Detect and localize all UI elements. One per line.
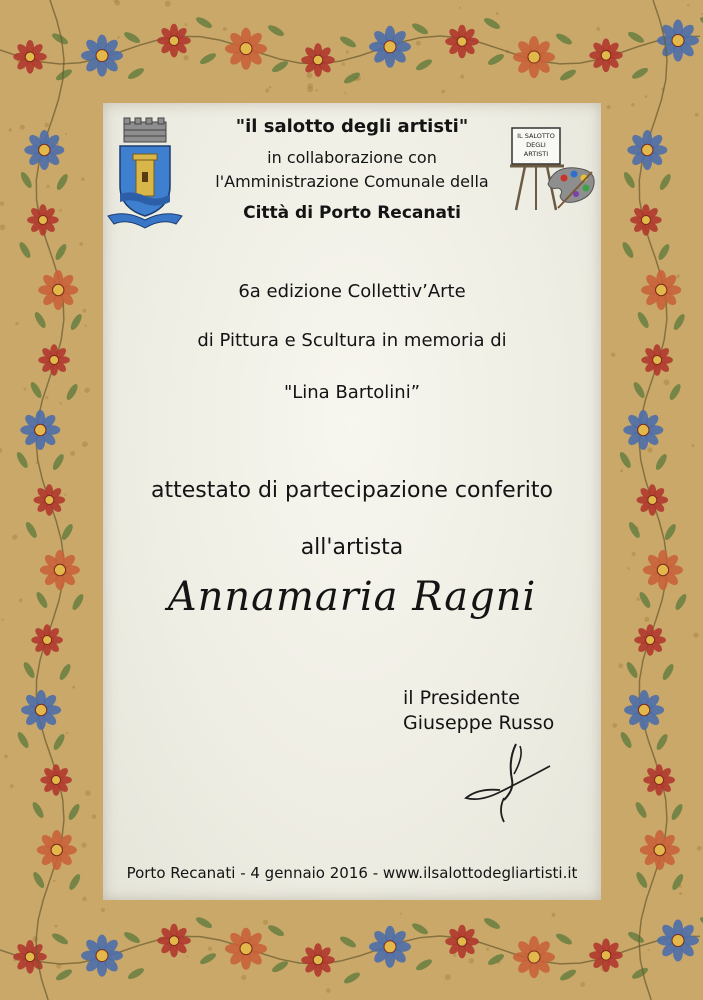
artist-name: Annamaria Ragni (167, 574, 537, 620)
svg-text:ARTISTI: ARTISTI (523, 150, 549, 158)
signature-icon (460, 740, 554, 826)
footer-line: Porto Recanati - 4 gennaio 2016 - www.ilsalottodegliartisti.it (126, 864, 578, 882)
president-title: il Presidente (403, 687, 520, 709)
city-name: Città di Porto Recanati (243, 203, 461, 223)
subject-line: di Pittura e Scultura in memoria di (197, 330, 507, 351)
president-name: Giuseppe Russo (403, 712, 555, 734)
memorial-name: "Lina Bartolini” (283, 382, 421, 403)
svg-text:IL SALOTTO: IL SALOTTO (517, 132, 555, 140)
edition-line: 6a edizione Collettiv’Arte (238, 281, 466, 302)
certificate-statement: attestato di partecipazione conferito (151, 478, 553, 503)
svg-text:DEGLI: DEGLI (526, 141, 546, 149)
recipient-label: all'artista (300, 535, 404, 560)
administration-line: l'Amministrazione Comunale della (215, 172, 489, 191)
collaboration-line: in collaborazione con (267, 148, 437, 167)
organization-title: "il salotto degli artisti" (235, 116, 469, 137)
